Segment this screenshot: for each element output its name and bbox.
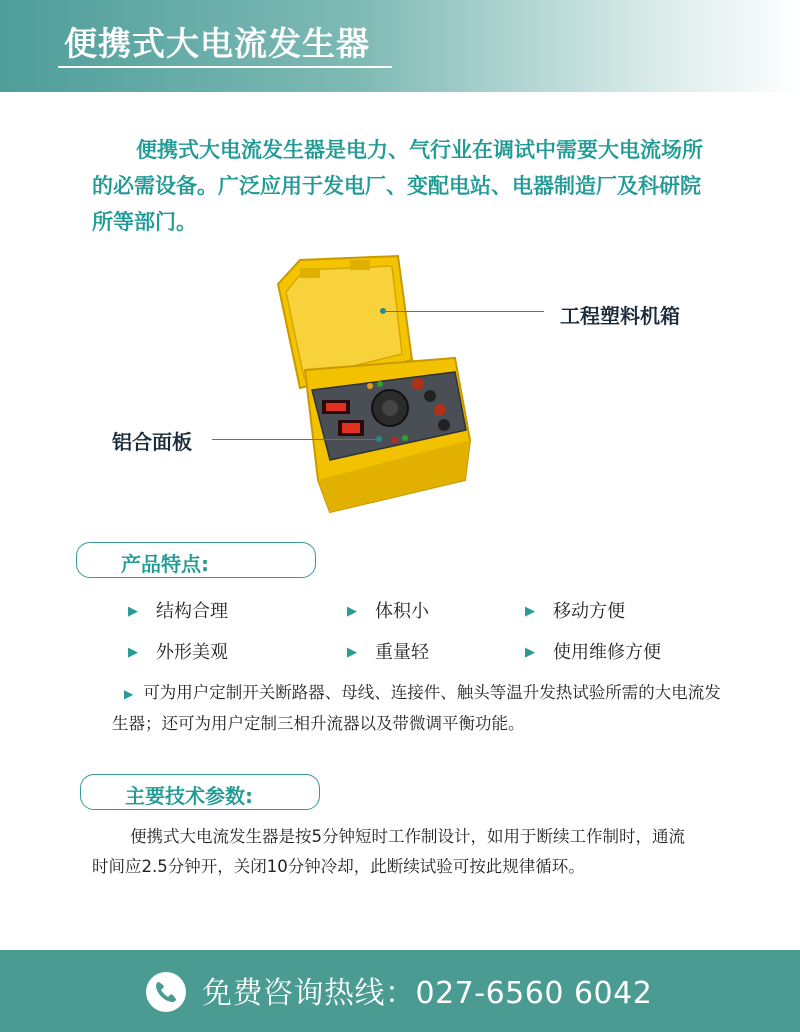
triangle-bullet-icon: ▶ [128, 604, 138, 619]
triangle-bullet-icon: ▶ [124, 687, 134, 701]
intro-text: 便携式大电流发生器是电力、气行业在调试中需要大电流场所的必需设备。广泛应用于发电厂、变配电站、电器制造厂及科研院所等部门。 [92, 138, 703, 234]
product-image [0, 250, 800, 530]
case-label: 工程塑料机箱 [560, 304, 680, 328]
panel-label: 铝合面板 [112, 430, 192, 454]
triangle-bullet-icon: ▶ [347, 604, 357, 619]
features-section-header [76, 542, 316, 578]
feature-item: ▶ 使用维修方便 [525, 642, 661, 663]
title-underline [58, 66, 392, 68]
page-title: 便携式大电流发生器 [64, 24, 370, 63]
triangle-bullet-icon: ▶ [525, 645, 535, 660]
panel-pointer-dot [376, 436, 382, 442]
triangle-bullet-icon: ▶ [128, 645, 138, 660]
tech-section-title: 主要技术参数: [125, 784, 253, 808]
feature-item: ▶ 结构合理 [128, 601, 228, 622]
features-section-title: 产品特点: [121, 552, 209, 576]
header-bar [0, 0, 800, 92]
triangle-bullet-icon: ▶ [347, 645, 357, 660]
phone-icon [146, 972, 186, 1012]
panel-leader-line [212, 439, 376, 440]
triangle-bullet-icon: ▶ [525, 604, 535, 619]
product-illustration-area [0, 250, 800, 530]
tech-section-header [80, 774, 320, 810]
footer-bar [0, 950, 800, 1032]
case-leader-line [386, 311, 544, 312]
tech-text: 便携式大电流发生器是按5分钟短时工作制设计，如用于断续工作制时，通流时间应2.5分钟开，关闭10分钟冷却，此断续试验可按此规律循环。 [92, 827, 685, 876]
feature-item: ▶ 移动方便 [525, 601, 625, 622]
feature-item: ▶ 体积小 [347, 601, 429, 622]
feature-item: ▶ 外形美观 [128, 642, 228, 663]
feature-item: ▶ 重量轻 [347, 642, 429, 663]
hotline-text: 免费咨询热线：027-6560 6042 [202, 976, 653, 1011]
features-note: ▶ 可为用户定制开关断路器、母线、连接件、触头等温升发热试验所需的大电流发生器；还可为用户定制三相升流器以及带微调平衡功能。 [112, 683, 721, 733]
